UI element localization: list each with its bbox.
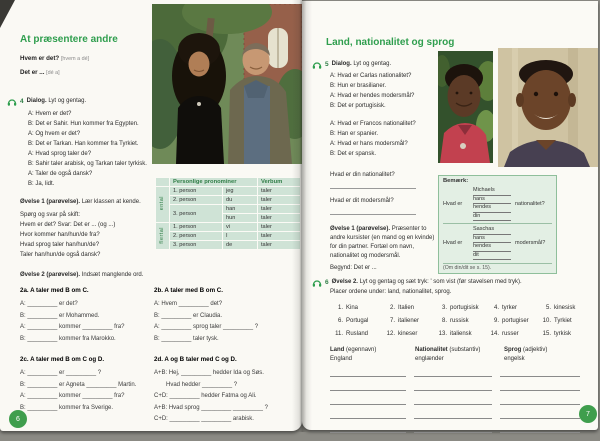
word-number: 4. [493, 305, 499, 311]
word-number: 12. [386, 331, 395, 337]
column-land [330, 346, 410, 363]
dialog-5-group-1 [330, 71, 442, 111]
dialog-line: A: Hvad er Carlas nationalitet? [330, 73, 412, 79]
dialog-title: Dialog. [26, 98, 47, 104]
dialog-line: A: Og hvem er det? [28, 131, 81, 137]
word-text: italiener [398, 318, 420, 324]
person-cell: 1. person [170, 187, 223, 196]
exercise-1-line: Hvad sprog taler han/hun/de? [20, 242, 100, 248]
section-title: 2c. A taler med B om C og D. [20, 356, 105, 363]
dialog-line: B: Det er Sahir. Hun kommer fra Egypten. [28, 121, 139, 127]
section-title: 2d. A og B taler med C og D. [154, 356, 237, 363]
dialog-4-header [7, 96, 154, 106]
answer-line [414, 370, 492, 377]
word-item [538, 330, 588, 338]
word-text: kinesisk [554, 305, 576, 311]
dialog-line: A: Hvad sprog taler de? [28, 151, 92, 157]
headphones-icon [312, 278, 322, 287]
word-text: russer [502, 331, 519, 337]
bemaerk-option: din [473, 213, 511, 222]
answer-line [330, 208, 416, 215]
word-number: 7. [389, 318, 395, 324]
page-title-right: Land, nationalitet og sprog [326, 37, 455, 48]
section-title: 2a. A taler med B om C. [20, 287, 89, 294]
table-corner-cell [156, 178, 170, 187]
exercise-2-header [312, 277, 592, 287]
dialog-line: B: Hun er brasilianer. [330, 83, 387, 89]
group-plural-label: flertal [159, 226, 165, 244]
answer-line [500, 370, 580, 377]
fill-line: B: _________ er Mohammed. [20, 312, 100, 319]
page-title-left: At præsentere andre [20, 34, 118, 45]
column-sublabel: (adjektiv) [523, 347, 548, 353]
verb-cell: taler [258, 205, 301, 214]
word-text: tyrkisk [554, 331, 571, 337]
word-text: portugisisk [450, 305, 479, 311]
word-item [382, 304, 432, 312]
word-item [486, 304, 536, 312]
fill-line: B: _________ er Agneta _________ Martin. [20, 381, 137, 388]
right-page [302, 1, 598, 430]
word-number: 1. [337, 305, 343, 311]
bemaerk-option: hans [473, 196, 511, 205]
word-item [330, 330, 380, 338]
group-singular-cell [156, 187, 170, 223]
dialog-line: A: Hvad er hans modersmål? [330, 141, 408, 147]
bemaerk-option: dit [473, 252, 511, 261]
bemaerk-option: hans [473, 235, 511, 244]
table-row [156, 223, 301, 232]
photo-couple-outdoors [152, 4, 302, 164]
pronoun-cell: du [223, 196, 258, 205]
pronoun-cell: han [223, 205, 258, 214]
word-item [382, 330, 432, 338]
pronoun-cell: hun [223, 214, 258, 223]
fill-line: A: _________ kommer _________ fra? [20, 324, 125, 330]
fill-line: C+D: _________ hedder Fatma og Ali. [154, 393, 257, 399]
word-item [434, 330, 484, 338]
photo-man-portrait [498, 48, 598, 167]
group-plural-cell [156, 223, 170, 250]
word-item [538, 317, 588, 325]
answer-line [414, 426, 492, 433]
bemaerk-options [473, 226, 511, 260]
word-number: 2. [389, 305, 395, 311]
word-item [538, 304, 588, 312]
word-text: Portugal [346, 318, 369, 324]
column-example: englænder [415, 355, 444, 362]
answer-line [414, 412, 492, 419]
column-label: Sprog [504, 347, 522, 353]
exercise-1-line: Spørg og svar på skift: [20, 212, 81, 218]
word-text: kineser [398, 331, 418, 337]
table-row [156, 187, 301, 196]
dialog-5-header [312, 59, 442, 69]
track-number: 5 [325, 60, 329, 68]
word-number: 11. [335, 331, 343, 337]
dialog-line: A: Taler de også dansk? [28, 171, 93, 177]
word-text: Rusland [346, 331, 369, 337]
dialog-line: A: Hvad er Francos nationalitet? [330, 121, 416, 127]
word-number: 10. [542, 318, 551, 324]
section-title: 2b. A taler med B om C. [154, 287, 223, 294]
exercise-1-title: Øvelse 1 (parøvelse). [20, 199, 81, 205]
exercise-2-title: Øvelse 2 (parøvelse). [20, 272, 81, 278]
exercise-1-text: Præsenter to andre kursister (en mand og en kvinde) for din partner. Fortæl om navn, nationalitet og modersmål. [330, 226, 435, 259]
answer-line [500, 412, 580, 419]
section-2d [154, 355, 292, 426]
exercise-1-instruction: Lær klassen at kende. [81, 199, 141, 205]
photo-woman-portrait [438, 51, 493, 163]
verb-cell: taler [258, 241, 301, 250]
word-item [486, 330, 536, 338]
dialog-line: B: Det er portugisisk. [330, 103, 386, 109]
headphones-icon [312, 60, 322, 69]
pronoun-cell: de [223, 241, 258, 250]
exercise-2-left [20, 271, 292, 426]
sorting-column-headers [330, 346, 592, 363]
left-page [0, 0, 302, 431]
word-number: 15. [542, 331, 551, 337]
bemaerk-option: hendes [473, 243, 511, 252]
fill-line: Hvad hedder _________ ? [166, 381, 238, 388]
answer-line [330, 398, 406, 405]
table-header-verb: Verbum [258, 178, 301, 187]
table-row [156, 241, 301, 250]
fill-line: A+B: Hvad sprog _________ _________ ? [154, 404, 268, 411]
answer-line [330, 384, 406, 391]
word-number: 14. [490, 331, 499, 337]
fill-line: A: _________ er det? [20, 301, 78, 307]
photo-couple-illustration [152, 4, 302, 164]
exercise-2-instruction-2: Placer ordene under: land, nationalitet, sprog. [330, 289, 452, 295]
word-number: 9. [493, 318, 499, 324]
phrase-text: Hvem er det? [20, 55, 60, 62]
bemaerk-suffix: nationalitet? [515, 201, 545, 207]
column-example: England [330, 355, 353, 362]
answer-lines-grid [330, 370, 592, 433]
track-number: 4 [20, 97, 24, 105]
section-2c [20, 355, 154, 426]
phrase-det-er [20, 68, 154, 78]
word-text: tyrker [502, 305, 517, 311]
pronoun-cell: vi [223, 223, 258, 232]
dialog-instruction: Lyt og gentag. [48, 98, 87, 104]
answer-line [500, 384, 580, 391]
exercise-1-begin: Begynd: Det er ... [330, 265, 377, 271]
exercise-1-line: Hvem er det? Svar: Det er ... (og ...) [20, 222, 116, 228]
photo-man-illustration [498, 48, 598, 167]
dialog-line: B: Han er spanier. [330, 131, 379, 137]
bemaerk-options [473, 187, 511, 221]
fill-line: B: _________ kommer fra Marokko. [20, 335, 116, 342]
photo-woman-illustration [438, 51, 493, 163]
fill-line: A: _________ er _________ ? [20, 370, 102, 376]
fill-line: B: _________ er Claudia. [154, 312, 223, 319]
answer-line [500, 398, 580, 405]
word-item [330, 317, 380, 325]
answer-line [330, 412, 406, 419]
dialog-line: B: Ja, lidt. [28, 181, 55, 187]
section-2b [154, 286, 292, 345]
exercise-1-left [20, 198, 154, 260]
word-text: Tyrkiet [554, 318, 572, 324]
verb-cell: taler [258, 187, 301, 196]
word-item [486, 317, 536, 325]
fill-line: A+B: Hej, _________ hedder Ida og Søs. [154, 370, 264, 376]
column-label: Land [330, 347, 345, 353]
answer-line [330, 370, 406, 377]
fill-line: C+D: _________ _________ arabisk. [154, 416, 254, 422]
pronoun-table [155, 177, 301, 250]
column-sublabel: (substantiv) [449, 347, 481, 353]
exercise-2-title: Øvelse 2. [331, 279, 358, 285]
section-2a [20, 286, 154, 345]
person-cell: 3. person [170, 205, 223, 223]
word-number: 6. [337, 318, 343, 324]
person-cell: 2. person [170, 232, 223, 241]
pronoun-cell: jeg [223, 187, 258, 196]
left-column [20, 34, 154, 260]
phrase-phonetic: [hvem a dé] [60, 56, 90, 62]
bemaerk-note-box [438, 175, 557, 274]
right-column [325, 59, 442, 273]
page-number-left: 6 [9, 410, 27, 428]
exercise-1-title: Øvelse 1 (parøvelse). [330, 226, 391, 232]
bemaerk-option: Michaels [473, 187, 511, 196]
table-header-pronouns: Personlige pronominer [170, 178, 258, 187]
table-row [156, 205, 301, 214]
pronoun-cell: I [223, 232, 258, 241]
phrase-hvem-er-det [20, 54, 154, 64]
headphones-icon [7, 97, 17, 106]
table-header-row [156, 178, 301, 187]
bemaerk-suffix: modersmål? [515, 240, 546, 246]
column-label: Nationalitet [415, 347, 448, 353]
dialog-line: A: Hvad er hendes modersmål? [330, 93, 415, 99]
track-number: 6 [325, 278, 329, 286]
word-text: Italien [398, 305, 415, 311]
word-list-grid [330, 304, 592, 338]
fill-line: A: _________ sprog taler _________ ? [154, 324, 259, 330]
column-example: engelsk [504, 355, 525, 362]
word-number: 3. [441, 305, 447, 311]
bemaerk-title: Bemærk: [443, 178, 469, 184]
answer-line [500, 426, 580, 433]
bemaerk-option: Saschas [473, 226, 511, 235]
person-cell: 3. person [170, 241, 223, 250]
bemaerk-row-mothertongue [443, 223, 552, 262]
bemaerk-prefix: Hvad er [443, 240, 463, 246]
dialog-line: B: Det er Tarkan. Han kommer fra Tyrkiet. [28, 141, 139, 147]
phrase-phonetic: [dé a] [46, 70, 60, 76]
answer-line [330, 182, 416, 189]
answer-line [414, 398, 492, 405]
exercise-2-instruction-1: Lyt og gentag og sæt tryk: ' som vist (før stavelsen med tryk). [359, 279, 522, 285]
verb-cell: taler [258, 214, 301, 223]
word-item [434, 317, 484, 325]
verb-cell: taler [258, 196, 301, 205]
exercise-2-right [325, 277, 592, 433]
verb-cell: taler [258, 223, 301, 232]
word-text: russisk [450, 318, 469, 324]
dialog-5-group-2 [330, 119, 442, 159]
bemaerk-footnote: (Om din/dit se s. 15). [443, 263, 552, 271]
word-text: italiensk [450, 331, 472, 337]
word-text: Kina [346, 305, 359, 311]
exercise-1-right [330, 225, 442, 273]
column-sublabel: (egennavn) [346, 347, 377, 353]
dialog-4-lines [28, 109, 154, 189]
word-number: 5. [545, 305, 551, 311]
column-nationalitet [415, 346, 499, 363]
dialog-instruction: Lyt og gentag. [353, 61, 392, 67]
question-mother-tongue: Hvad er dit modersmål? [330, 198, 394, 204]
word-item [330, 304, 380, 312]
page-number-right: 7 [579, 405, 597, 423]
fill-line: A: Hvem _________ det? [154, 301, 223, 307]
answer-line [330, 426, 406, 433]
dialog-line: B: Det er spansk. [330, 151, 377, 157]
answer-line [414, 384, 492, 391]
dialog-line: A: Hvem er det? [28, 111, 72, 117]
person-cell: 1. person [170, 223, 223, 232]
person-cell: 2. person [170, 196, 223, 205]
dialog-title: Dialog. [331, 61, 352, 67]
exercise-1-line: Hvor kommer han/hun/de fra? [20, 232, 100, 238]
fill-line: B: _________ taler tysk. [154, 335, 219, 342]
phrase-text: Det er ... [20, 69, 45, 76]
word-number: 13. [438, 331, 447, 337]
word-item [434, 304, 484, 312]
word-item [382, 317, 432, 325]
column-sprog [504, 346, 584, 363]
fill-line: B: _________ kommer fra Sverige. [20, 404, 114, 411]
word-text: portugiser [502, 318, 529, 324]
table-row [156, 196, 301, 205]
bemaerk-row-nationality [443, 185, 552, 223]
group-singular-label: ental [159, 196, 165, 211]
bemaerk-prefix: Hvad er [443, 201, 463, 207]
word-number: 8. [441, 318, 447, 324]
question-nationality: Hvad er din nationalitet? [330, 172, 395, 178]
table-row [156, 232, 301, 241]
exercise-1-line: Taler han/hun/de også dansk? [20, 252, 101, 258]
bemaerk-option: hendes [473, 204, 511, 213]
dialog-line: B: Sahir taler arabisk, og Tarkan taler tyrkisk. [28, 161, 147, 167]
verb-cell: taler [258, 232, 301, 241]
fill-line: A: _________ kommer _________ fra? [20, 393, 125, 399]
exercise-2-instruction: Indsæt manglende ord. [81, 272, 144, 278]
